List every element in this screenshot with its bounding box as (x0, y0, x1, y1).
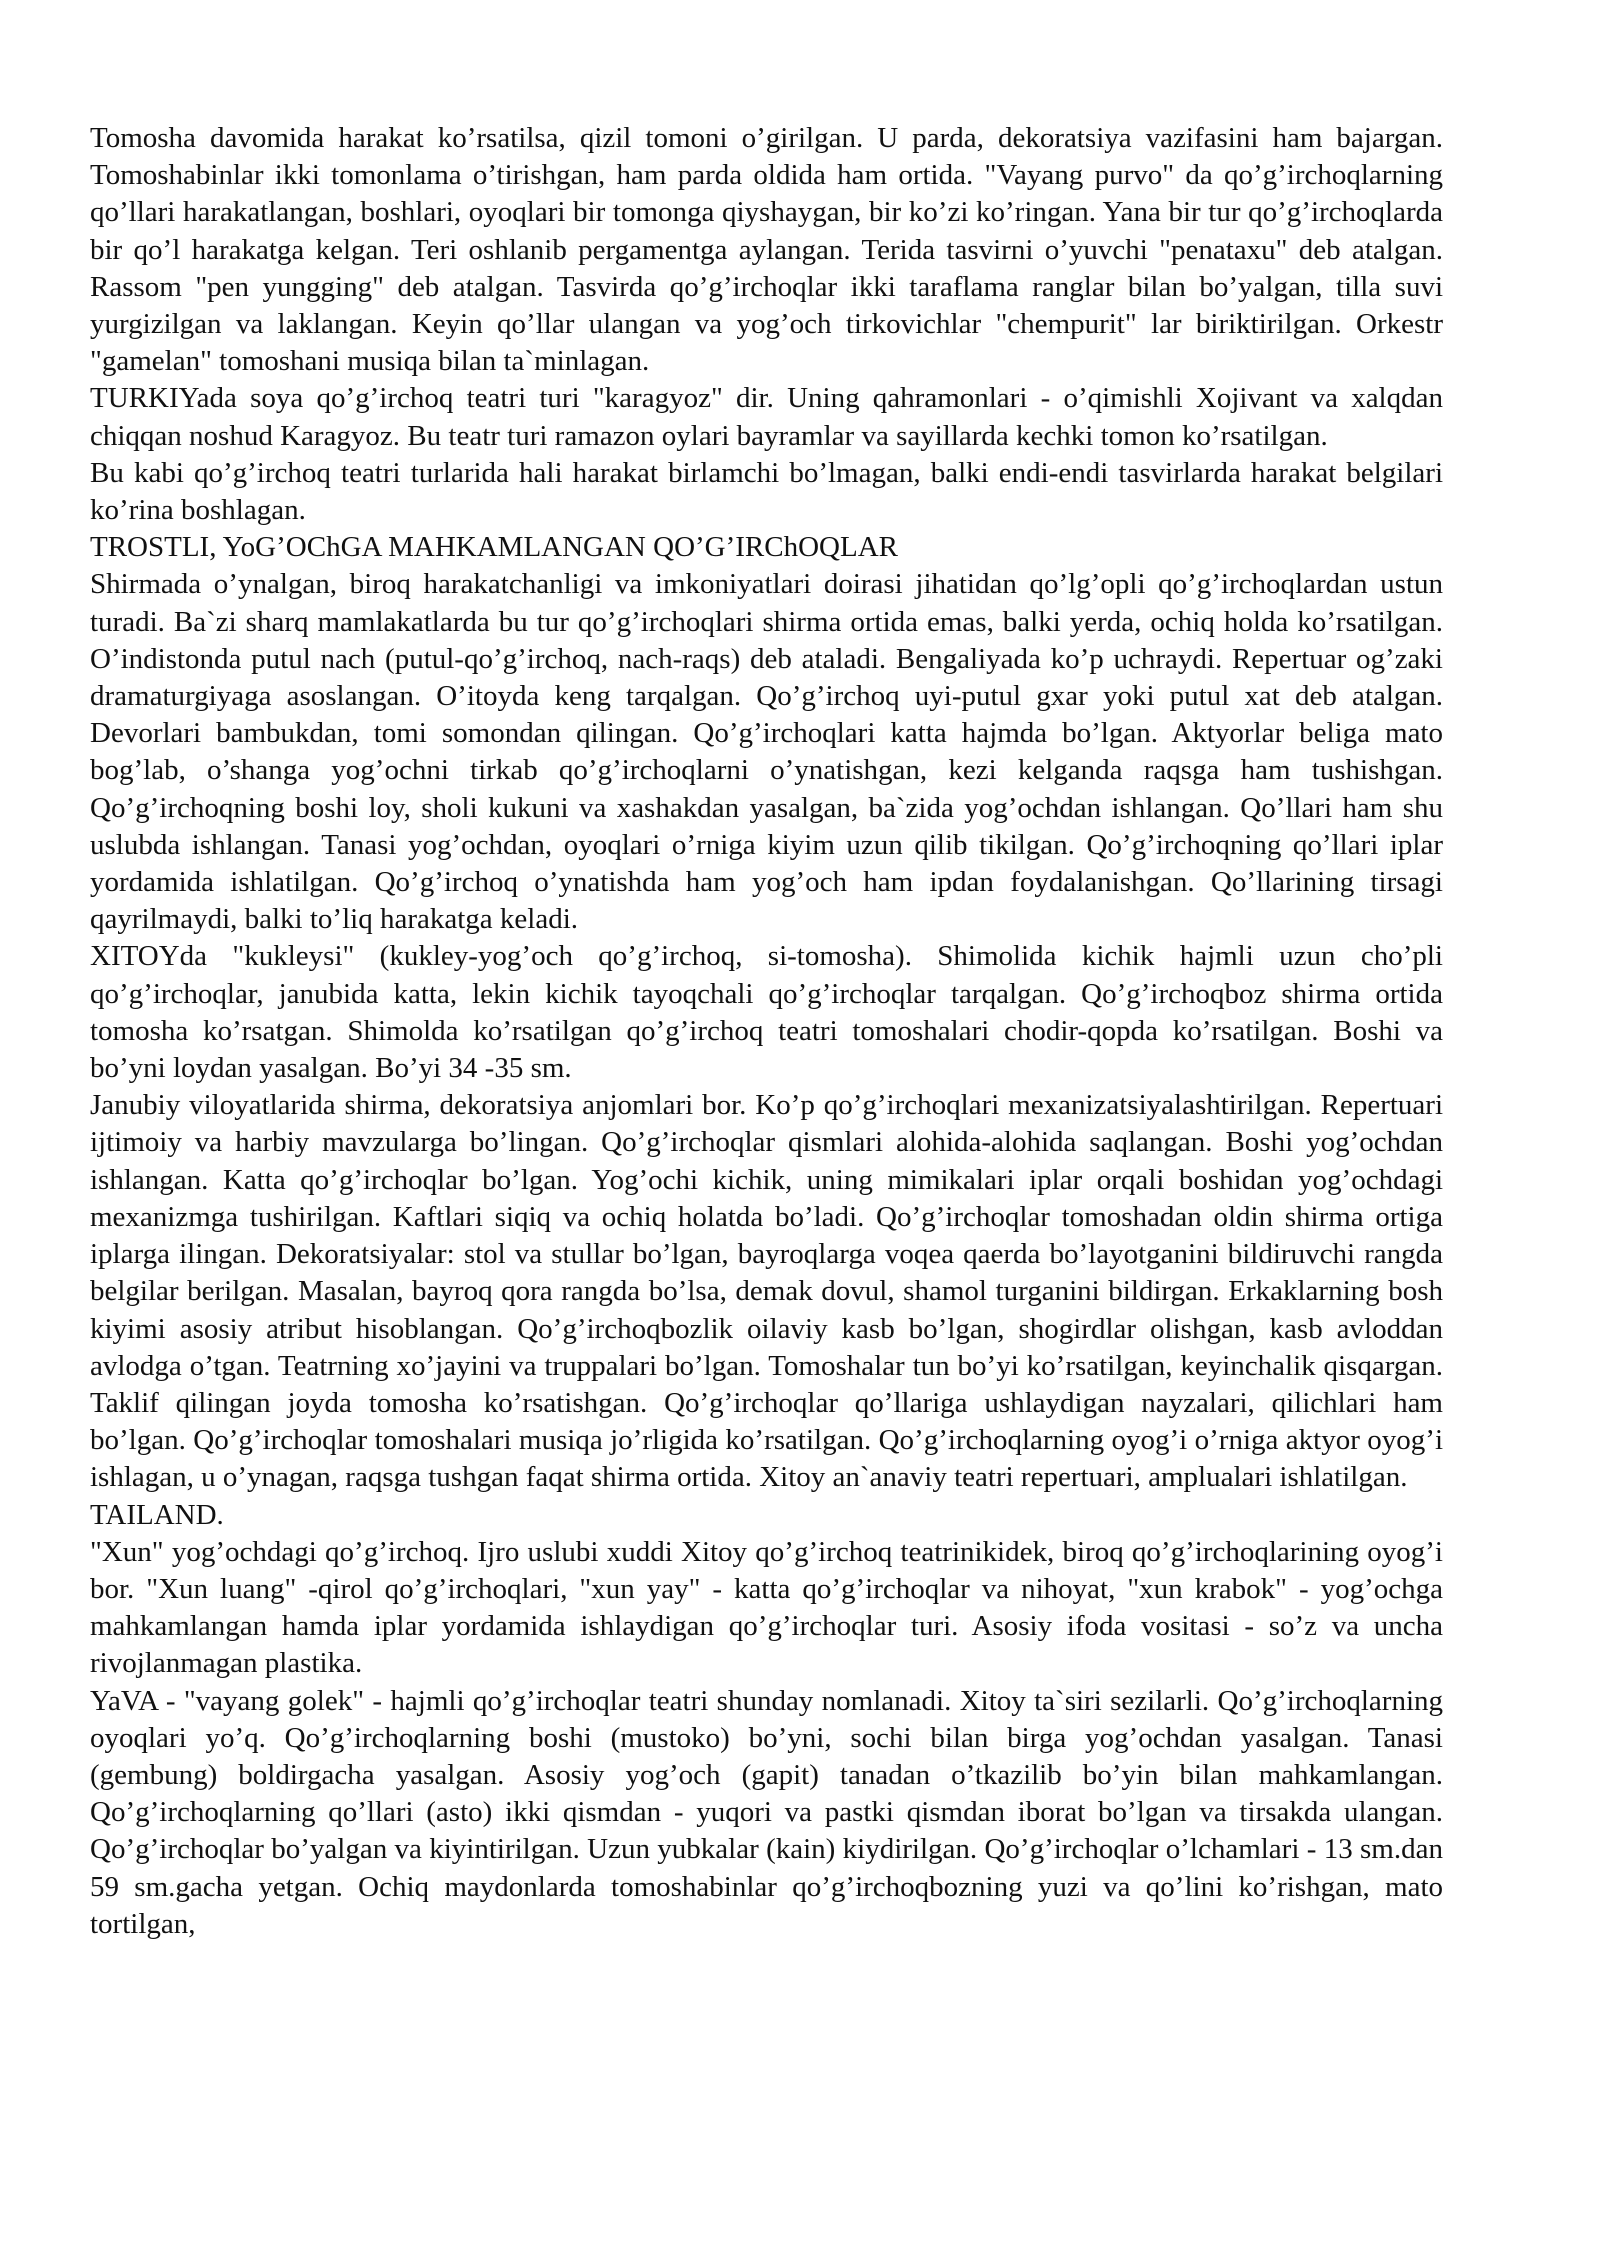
document-page (90, 120, 1443, 1943)
paragraph-turkiya-karagyoz: TURKIYada soya qo’g’irchoq teatri turi "karagyoz" dir. Uning qahramonlari - o’qimishli Xojivant va xalqdan chiqqan noshud Karagyoz. Bu teatr turi ramazon oylari bayramlar va sayillarda kechki tomon ko’rsatilgan. (90, 382, 1443, 452)
section-heading-tailand: TAILAND. (90, 1498, 224, 1531)
paragraph-vayang-golek: YaVA - "vayang golek" - hajmli qo’g’irchoqlar teatri shunday nomlanadi. Xitoy ta`siri sezilarli. Qo’g’irchoqlarning oyoqlari yo’q. Qo’g’irchoqlarning boshi (mustoko) bo’yni, sochi bilan birga yog’ochdan yasalgan. Tanasi (gembung) boldirgacha yasalgan. Asosiy yog’och (gapit) tanadan o’tkazilib bo’yin bilan mahkamlangan. Qo’g’irchoqlarning qo’llari (asto) ikki qismdan - yuqori va pastki qismdan iborat bo’lgan va tirsakda ulangan. Qo’g’irchoqlar bo’yalgan va kiyintirilgan. Uzun yubkalar (kain) kiydirilgan. Qo’g’irchoqlar o’lchamlari - 13 sm.dan 59 sm.gacha yetgan. Ochiq maydonlarda tomoshabinlar qo’g’irchoqbozning yuzi va qo’lini ko’rishgan, mato tortilgan, (90, 1684, 1443, 1940)
section-heading-trostli: TROSTLI, YoG’OChGA MAHKAMLANGAN QO’G’IRChOQLAR (90, 531, 898, 564)
paragraph-janubiy-viloyatlar: Janubiy viloyatlarida shirma, dekoratsiya anjomlari bor. Ko’p qo’g’irchoqlari mexanizatsiyalashtirilgan. Repertuari ijtimoiy va harbiy mavzularga bo’lingan. Qo’g’irchoqlar qismlari alohida-alohida saqlangan. Boshi yog’ochdan ishlangan. Katta qo’g’irchoqlar bo’lgan. Yog’ochi kichik, uning mimikalari iplar orqali boshidan yog’ochdagi mexanizmga tushirilgan. Kaftlari siqiq va ochiq holatda bo’ladi. Qo’g’irchoqlar tomoshadan oldin shirma ortiga iplarga ilingan. Dekoratsiyalar: stol va stullar bo’lgan, bayroqlarga voqea qaerda bo’layotganini bildiruvchi rangda belgilar berilgan. Masalan, bayroq qora rangda bo’lsa, demak dovul, shamol turganini bildirgan. Erkaklarning bosh kiyimi asosiy atribut hisoblangan. Qo’g’irchoqbozlik oilaviy kasb bo’lgan, shogirdlar olishgan, kasb avloddan avlodga o’tgan. Teatrning xo’jayini va truppalari bo’lgan. Tomoshalar tun bo’yi ko’rsatilgan, keyinchalik qisqargan. Taklif qilingan joyda tomosha ko’rsatishgan. Qo’g’irchoqlar qo’llariga ushlaydigan nayzalari, qilichlari ham bo’lgan. Qo’g’irchoqlar tomoshalari musiqa jo’rligida ko’rsatilgan. Qo’g’irchoqlarning oyog’i o’rniga aktyor oyog’i ishlagan, u o’ynagan, raqsga tushgan faqat shirma ortida. Xitoy an`anaviy teatri repertuari, amplualari ishlatilgan. (90, 1089, 1443, 1494)
paragraph-xitoy-kukleysi: XITOYda "kukleysi" (kukley-yog’och qo’g’irchoq, si-tomosha). Shimolida kichik hajmli uzun cho’pli qo’g’irchoqlar, janubida katta, lekin kichik tayoqchali qo’g’irchoqlar tarqalgan. Qo’g’irchoqboz shirma ortida tomosha ko’rsatgan. Shimolda ko’rsatilgan qo’g’irchoq teatri tomoshalari chodir-qopda ko’rsatilgan. Boshi va bo’yni loydan yasalgan. Bo’yi 34 -35 sm. (90, 940, 1443, 1085)
paragraph-xun: "Xun" yog’ochdagi qo’g’irchoq. Ijro uslubi xuddi Xitoy qo’g’irchoq teatrinikidek, biroq qo’g’irchoqlarining oyog’i bor. "Xun luang" -qirol qo’g’irchoqlari, "xun yay" - katta qo’g’irchoqlar va nihoyat, "xun krabok" - yog’ochga mahkamlangan hamda iplar yordamida ishlaydigan qo’g’irchoqlar turi. Asosiy ifoda vositasi - so’z va uncha rivojlanmagan plastika. (90, 1535, 1443, 1680)
paragraph-vayang-purvo: Tomosha davomida harakat ko’rsatilsa, qizil tomoni o’girilgan. U parda, dekoratsiya vazifasini ham bajargan. Tomoshabinlar ikki tomonlama o’tirishgan, ham parda oldida ham ortida. "Vayang purvo" da qo’g’irchoqlarning qo’llari harakatlangan, boshlari, oyoqlari bir tomonga qiyshaygan, bir ko’zi ko’ringan. Yana bir tur qo’g’irchoqlarda bir qo’l harakatga kelgan. Teri oshlanib pergamentga aylangan. Terida tasvirni o’yuvchi "penataxu" deb atalgan. Rassom "pen yungging" deb atalgan. Tasvirda qo’g’irchoqlar ikki taraflama ranglar bilan bo’yalgan, tilla suvi yurgizilgan va laklangan. Keyin qo’llar ulangan va yog’och tirkovichlar "chempurit" lar biriktirilgan. Orkestr "gamelan" tomoshani musiqa bilan ta`minlagan. (90, 122, 1443, 378)
paragraph-harakat-belgilari: Bu kabi qo’g’irchoq teatri turlarida hali harakat birlamchi bo’lmagan, balki endi-endi tasvirlarda harakat belgilari ko’rina boshlagan. (90, 456, 1443, 527)
paragraph-putul-nach: Shirmada o’ynalgan, biroq harakatchanligi va imkoniyatlari doirasi jihatidan qo’lg’opli qo’g’irchoqlardan ustun turadi. Ba`zi sharq mamlakatlarda bu tur qo’g’irchoqlari shirma ortida emas, balki yerda, ochiq holda ko’rsatilgan. O’indistonda putul nach (putul-qo’g’irchoq, nach-raqs) deb ataladi. Bengaliyada ko’p uchraydi. Repertuar og’zaki dramaturgiyaga asoslangan. O’itoyda keng tarqalgan. Qo’g’irchoq uyi-putul gxar yoki putul xat deb atalgan. Devorlari bambukdan, tomi somondan qilingan. Qo’g’irchoqlari katta hajmda bo’lgan. Aktyorlar beliga mato bog’lab, o’shanga yog’ochni tirkab qo’g’irchoqlarni o’ynatishgan, kezi kelganda raqsga ham tushishgan. Qo’g’irchoqning boshi loy, sholi kukuni va xashakdan yasalgan, ba`zida yog’ochdan ishlangan. Qo’llari ham shu uslubda ishlangan. Tanasi yog’ochdan, oyoqlari o’rniga kiyim uzun qilib tikilgan. Qo’g’irchoqning qo’llari iplar yordamida ishlatilgan. Qo’g’irchoq o’ynatishda ham yog’och ham ipdan foydalanishgan. Qo’llarining tirsagi qayrilmaydi, balki to’liq harakatga keladi. (90, 568, 1443, 936)
